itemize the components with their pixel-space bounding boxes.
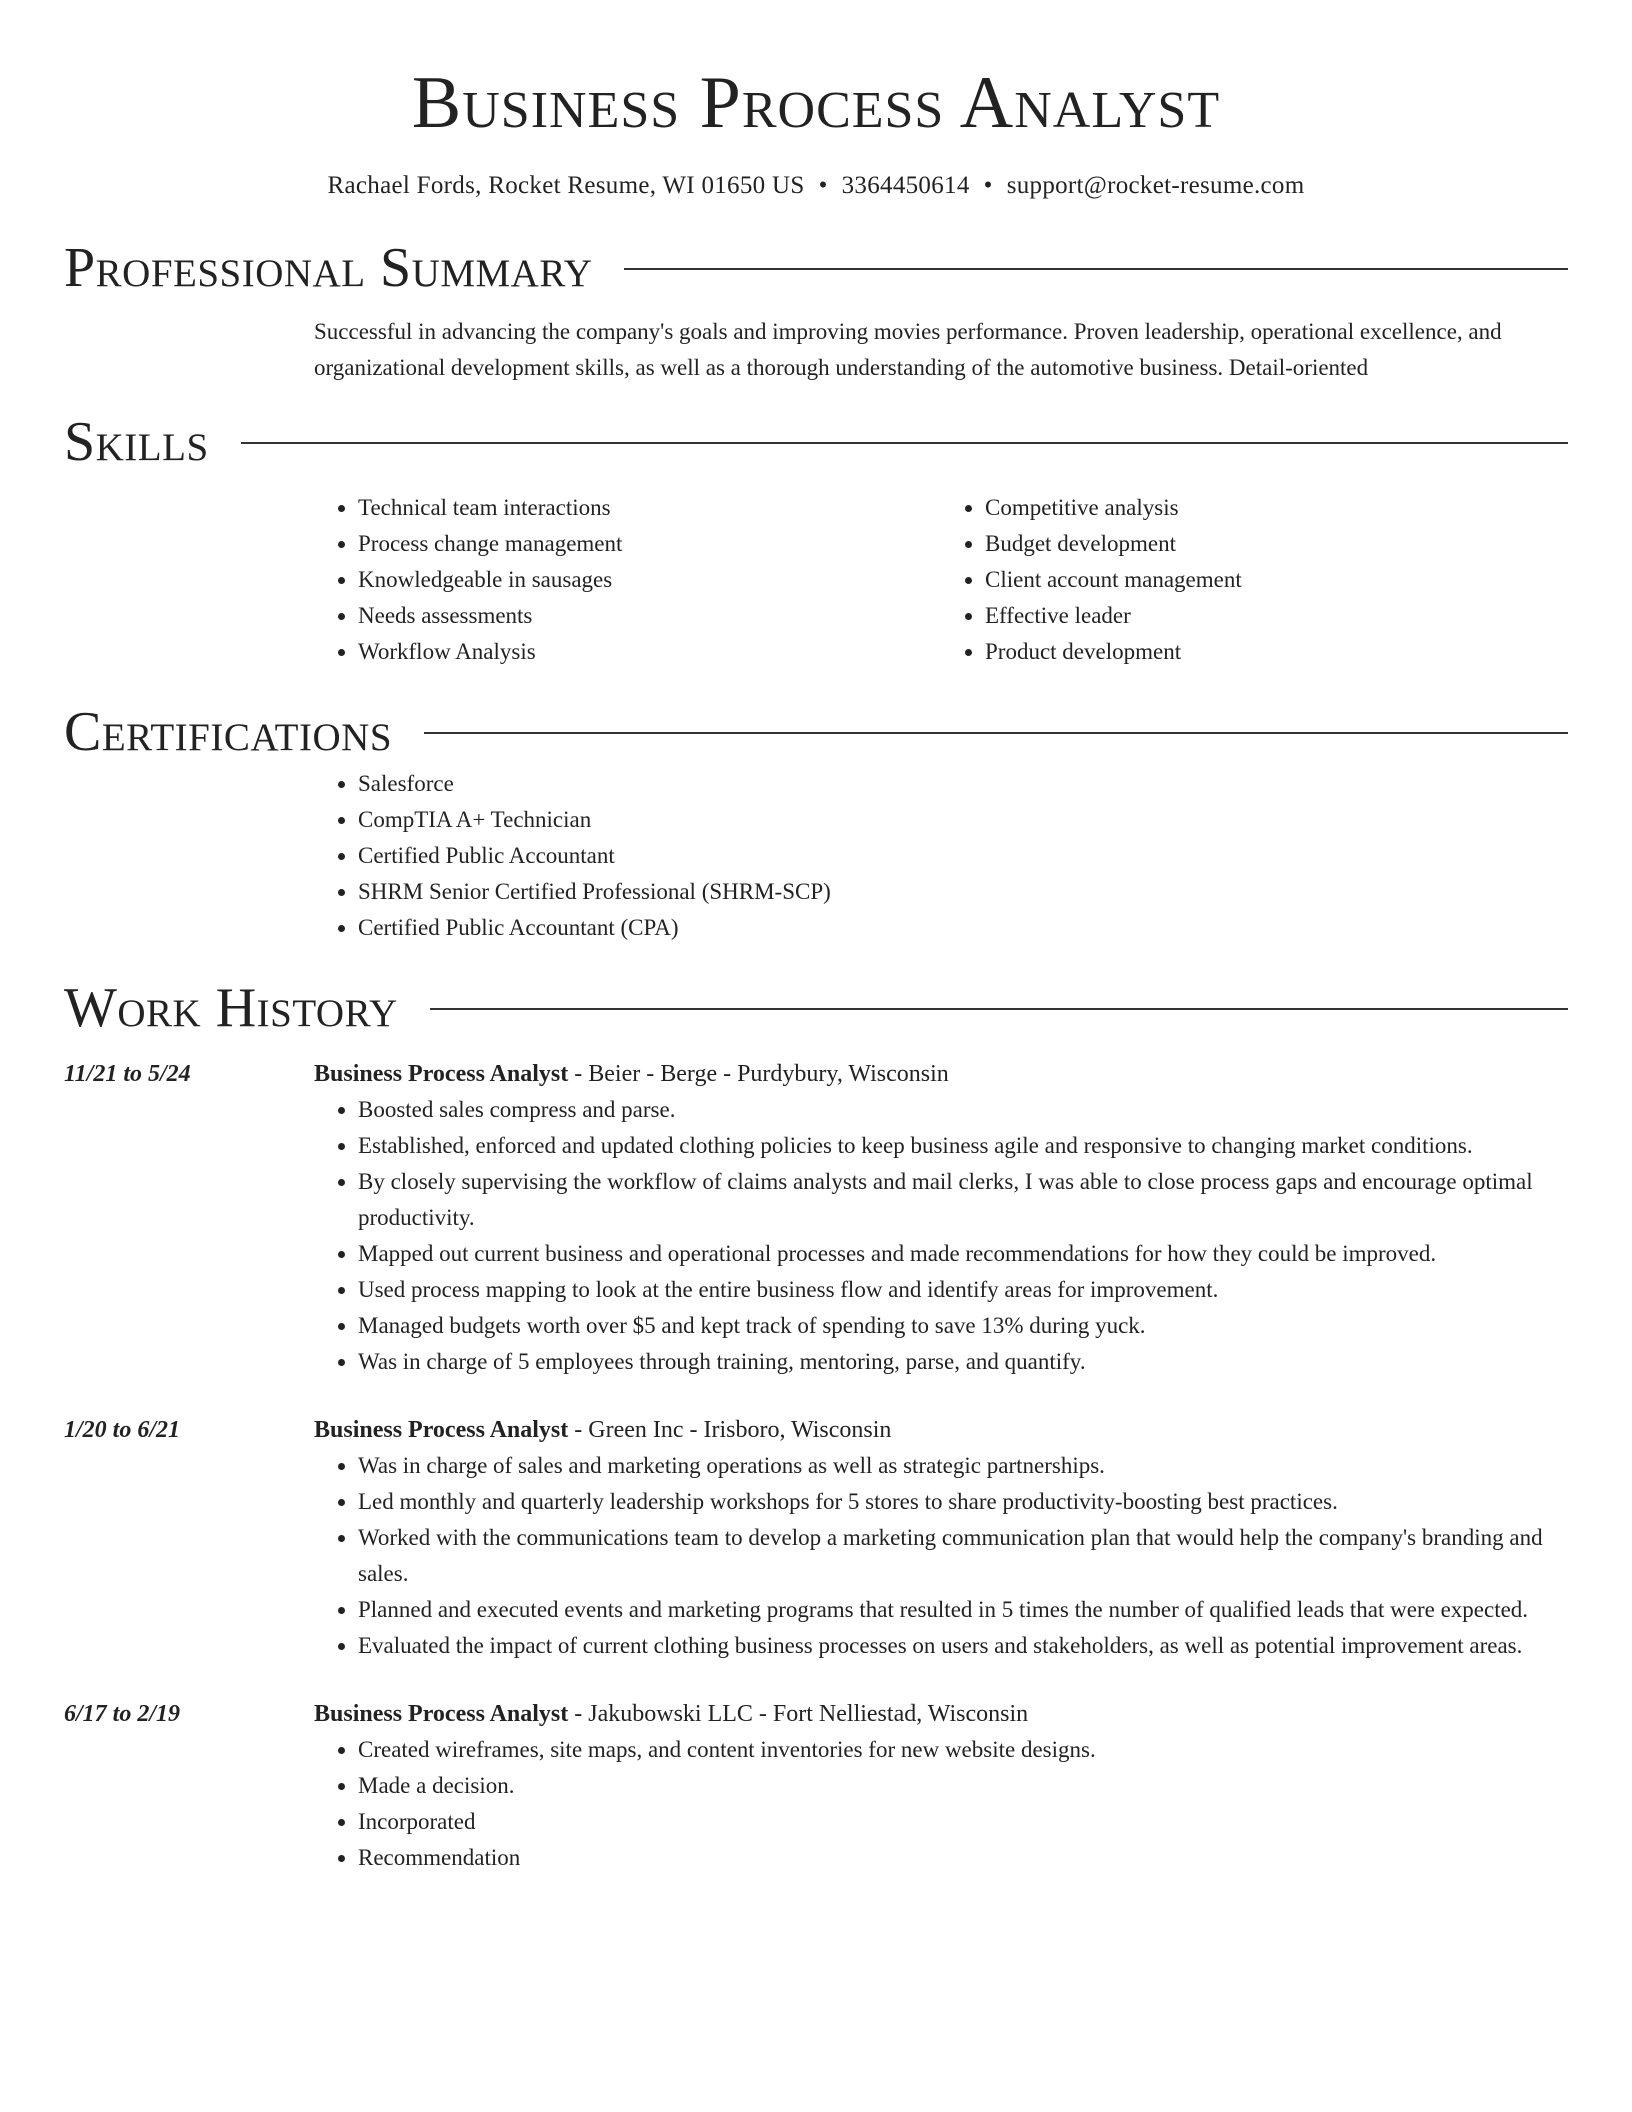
job-details <box>314 1412 1568 1664</box>
skills-section-header <box>64 408 1568 476</box>
summary-text: Successful in advancing the company's goals and improving movies performance. Proven leadership, operational excellence, and organizational development skills, as well as a thorough understanding of the automotive business. Detail-oriented <box>314 319 1502 380</box>
job-role: Business Process Analyst <box>314 1061 569 1087</box>
section-divider <box>430 1008 1568 1010</box>
certification-item: • Salesforce <box>358 766 1568 802</box>
job-dates: 6/17 to 2/19 <box>64 1701 181 1727</box>
certification-item: • Certified Public Accountant <box>358 838 1568 874</box>
job-bullet: • By closely supervising the workflow of claims analysts and mail clerks, I was able to close process gaps and encourage optimal productivity. <box>358 1164 1568 1236</box>
job-bullet: • Incorporated <box>358 1804 1568 1840</box>
job-employer: - Green Inc - Irisboro, Wisconsin <box>568 1417 892 1443</box>
job-details <box>314 1696 1568 1876</box>
skills-heading: Skills <box>64 411 209 473</box>
certifications-list <box>314 766 1568 946</box>
summary-body <box>314 314 1568 386</box>
job-title-line <box>314 1056 1568 1092</box>
job-bullet-list <box>314 1448 1568 1664</box>
section-divider <box>624 268 1568 270</box>
job-title-line <box>314 1412 1568 1448</box>
skills-list-right <box>941 490 1568 670</box>
job-entry <box>64 1696 1568 1876</box>
job-employer: - Beier - Berge - Purdybury, Wisconsin <box>568 1061 949 1087</box>
skill-item: • Needs assessments <box>358 598 941 634</box>
summary-section-header <box>64 234 1568 302</box>
job-bullet: • Created wireframes, site maps, and content inventories for new website designs. <box>358 1732 1568 1768</box>
job-bullet: • Evaluated the impact of current clothing business processes on users and stakeholders, as well as potential improvement areas. <box>358 1628 1568 1664</box>
job-role: Business Process Analyst <box>314 1701 569 1727</box>
job-bullet: • Worked with the communications team to develop a marketing communication plan that would help the company's branding and sales. <box>358 1520 1568 1592</box>
job-bullet-list <box>314 1732 1568 1876</box>
job-bullet: • Led monthly and quarterly leadership workshops for 5 stores to share productivity-boosting best practices. <box>358 1484 1568 1520</box>
job-dates: 1/20 to 6/21 <box>64 1417 181 1443</box>
certifications-heading: Certifications <box>64 701 393 763</box>
skill-item: • Technical team interactions <box>358 490 941 526</box>
contact-separator: • <box>983 172 993 199</box>
contact-line <box>64 170 1568 202</box>
certification-item: • SHRM Senior Certified Professional (SHRM-SCP) <box>358 874 1568 910</box>
certifications-body <box>314 766 1568 946</box>
skills-body <box>314 490 1568 670</box>
job-bullet: • Managed budgets worth over $5 and kept track of spending to save 13% during yuck. <box>358 1308 1568 1344</box>
job-dates: 11/21 to 5/24 <box>64 1061 191 1087</box>
skills-grid <box>314 490 1568 670</box>
certification-item: • CompTIA A+ Technician <box>358 802 1568 838</box>
skill-item: • Process change management <box>358 526 941 562</box>
job-bullet: • Used process mapping to look at the entire business flow and identify areas for improvement. <box>358 1272 1568 1308</box>
resume-title: Business Process Analyst <box>411 62 1221 144</box>
job-bullet: • Made a decision. <box>358 1768 1568 1804</box>
summary-heading: Professional Summary <box>64 237 593 299</box>
job-bullet: • Established, enforced and updated clothing policies to keep business agile and responsive to changing market conditions. <box>358 1128 1568 1164</box>
skill-item: • Knowledgeable in sausages <box>358 562 941 598</box>
job-bullet: • Planned and executed events and marketing programs that resulted in 5 times the number of qualified leads that were expected. <box>358 1592 1568 1628</box>
job-entry <box>64 1412 1568 1664</box>
section-divider <box>241 442 1568 444</box>
job-entry <box>64 1056 1568 1380</box>
contact-phone: 3364450614 <box>841 172 970 199</box>
certification-item: • Certified Public Accountant (CPA) <box>358 910 1568 946</box>
contact-separator: • <box>818 172 828 199</box>
skill-item: • Workflow Analysis <box>358 634 941 670</box>
work-history-body <box>64 1056 1568 1876</box>
job-role: Business Process Analyst <box>314 1417 569 1443</box>
skills-list-left <box>314 490 941 670</box>
resume-page <box>64 0 1568 1876</box>
skill-item: • Effective leader <box>985 598 1568 634</box>
contact-email: support@rocket-resume.com <box>1006 172 1305 199</box>
job-details <box>314 1056 1568 1380</box>
job-employer: - Jakubowski LLC - Fort Nelliestad, Wisconsin <box>568 1701 1029 1727</box>
skill-item: • Competitive analysis <box>985 490 1568 526</box>
work-history-heading: Work History <box>64 977 398 1039</box>
section-divider <box>424 732 1568 734</box>
job-bullet: • Recommendation <box>358 1840 1568 1876</box>
job-bullet: • Was in charge of sales and marketing operations as well as strategic partnerships. <box>358 1448 1568 1484</box>
skill-item: • Product development <box>985 634 1568 670</box>
work-history-section-header <box>64 974 1568 1042</box>
skill-item: • Budget development <box>985 526 1568 562</box>
job-bullet: • Was in charge of 5 employees through training, mentoring, parse, and quantify. <box>358 1344 1568 1380</box>
job-bullet-list <box>314 1092 1568 1380</box>
job-title-line <box>314 1696 1568 1732</box>
contact-address: Rachael Fords, Rocket Resume, WI 01650 US <box>327 172 805 199</box>
job-bullet: • Boosted sales compress and parse. <box>358 1092 1568 1128</box>
skill-item: • Client account management <box>985 562 1568 598</box>
certifications-section-header <box>64 698 1568 766</box>
job-bullet: • Mapped out current business and operational processes and made recommendations for how they could be improved. <box>358 1236 1568 1272</box>
